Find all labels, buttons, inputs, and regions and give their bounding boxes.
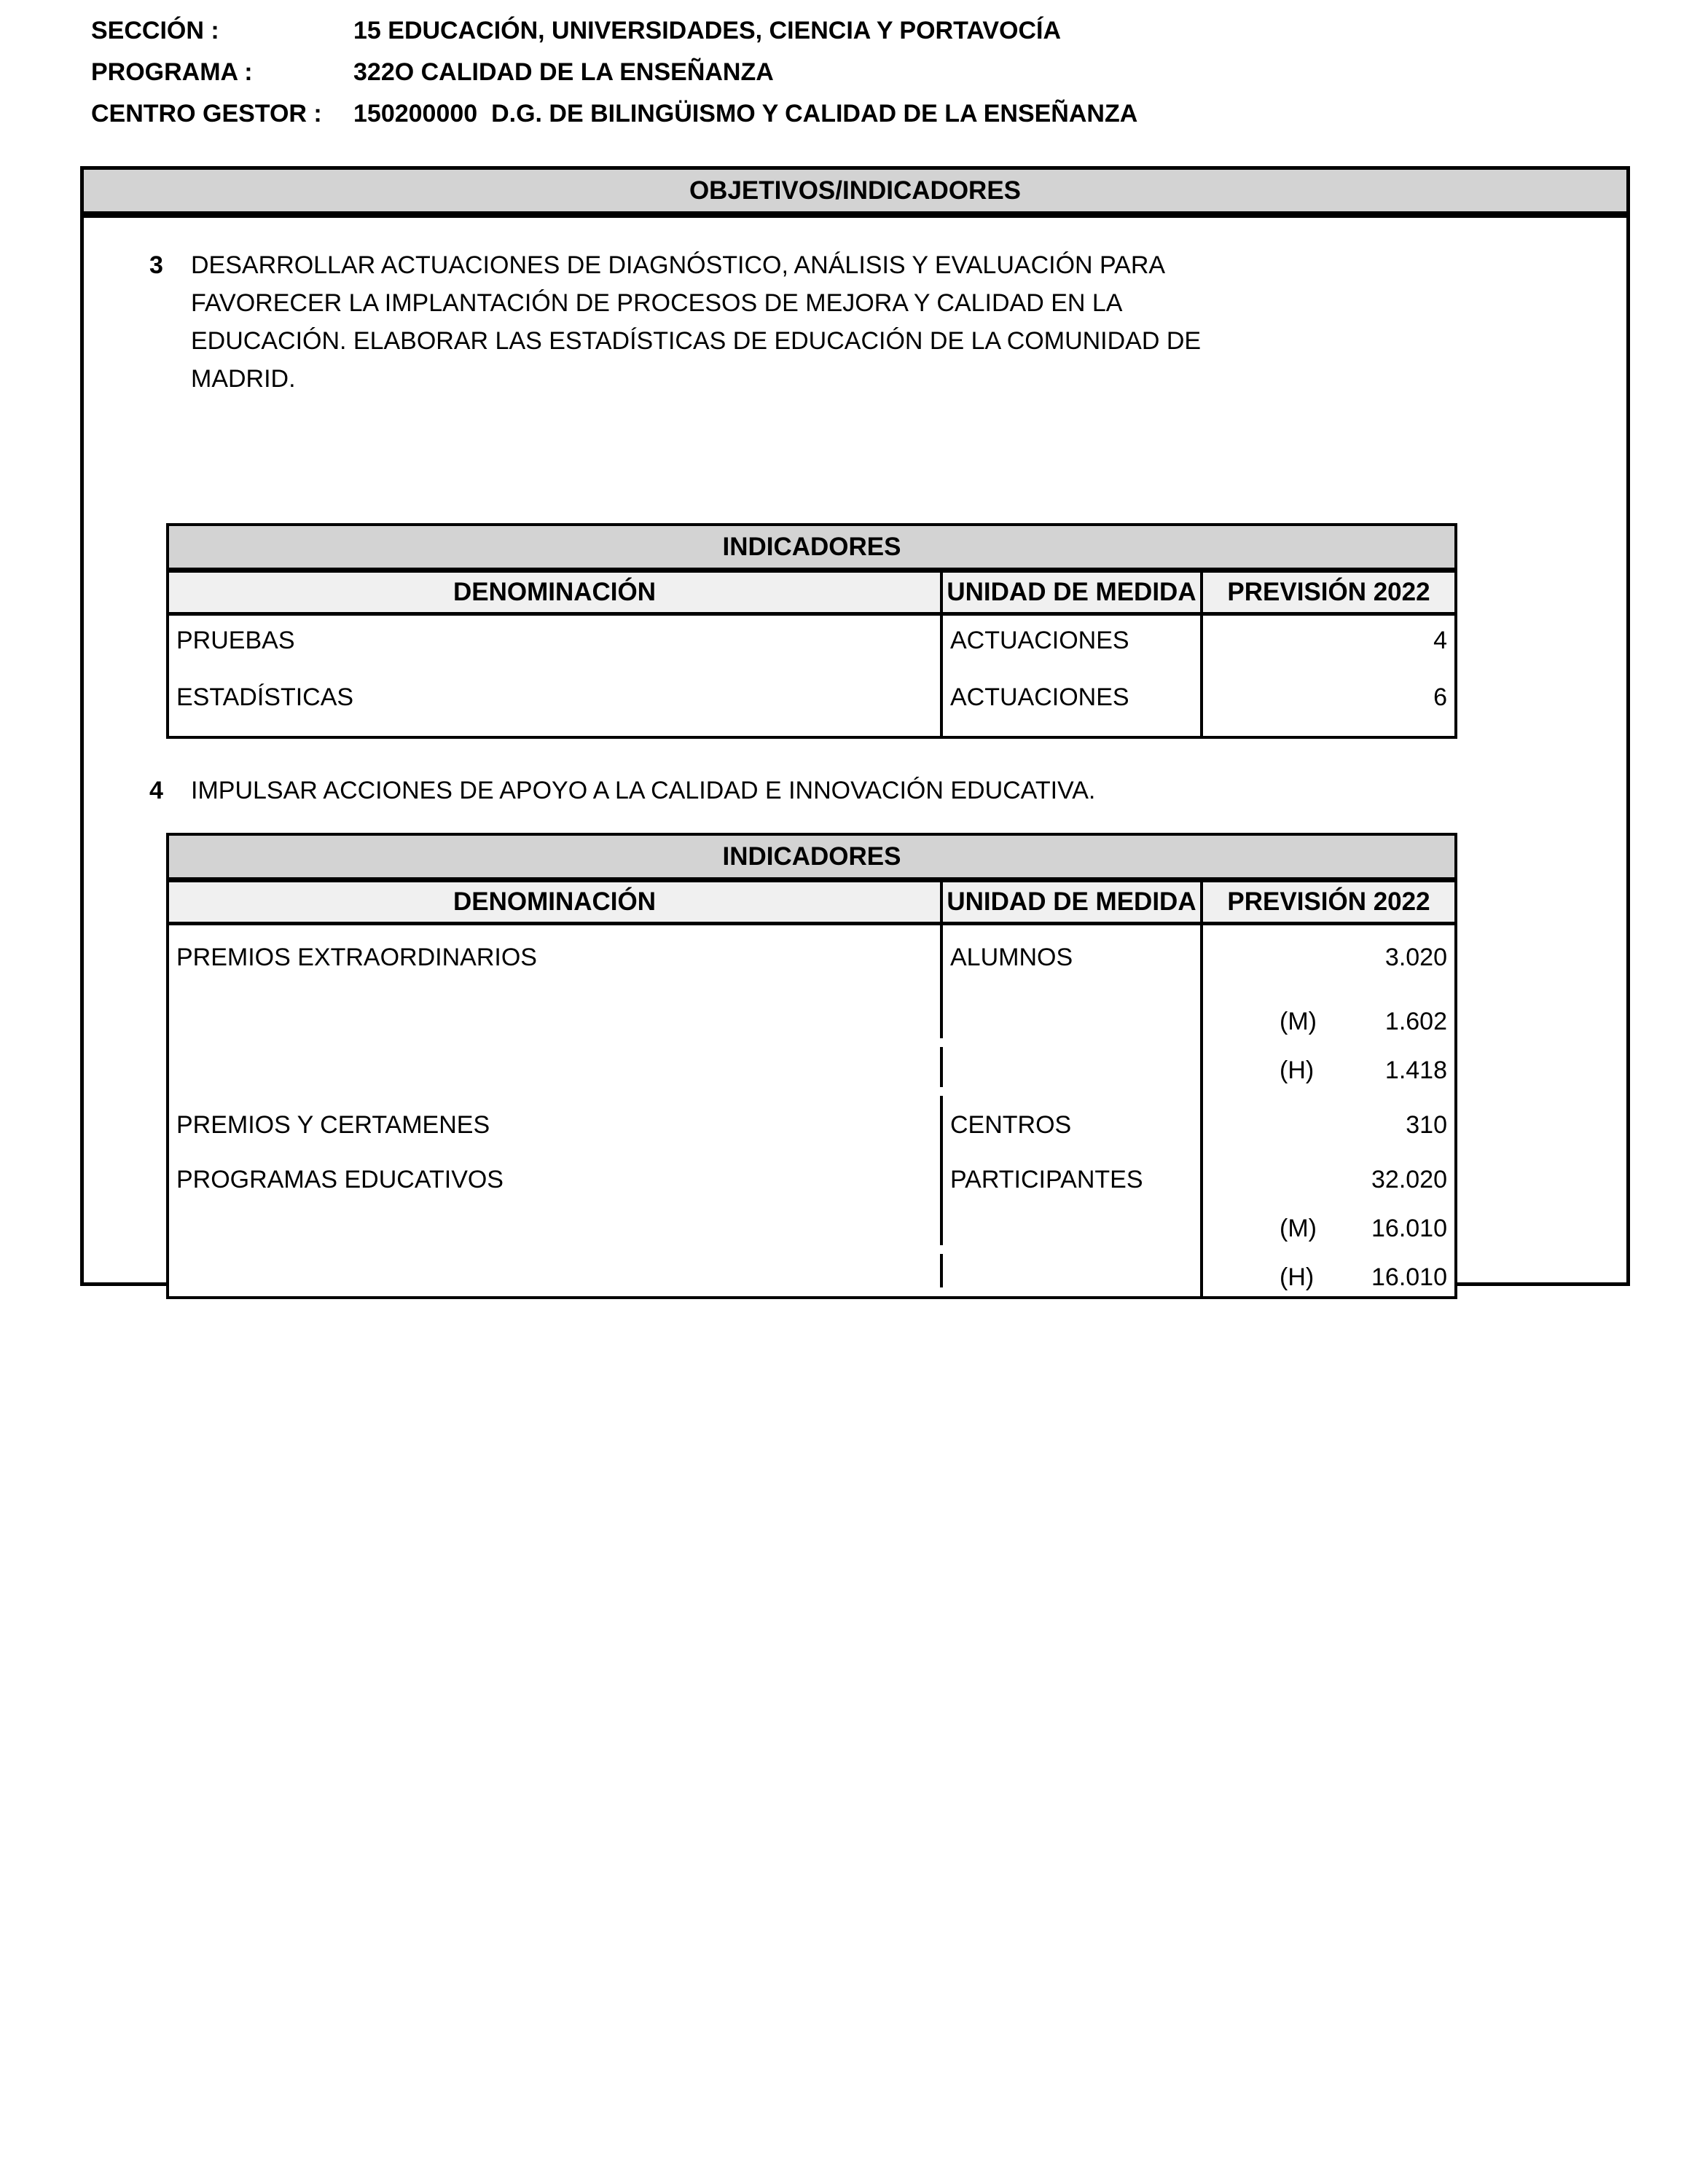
cell-denominacion: PRUEBAS — [176, 627, 295, 654]
table-subrow-spacer — [940, 1254, 1200, 1287]
cell-unidad-text: ALUMNOS — [950, 944, 1073, 971]
objective-4-text: IMPULSAR ACCIONES DE APOYO A LA CALIDAD E INNOVACIÓN EDUCATIVA. — [191, 777, 1096, 804]
table-2-col-denominacion: DENOMINACIÓN — [169, 882, 940, 922]
cell-unidad — [940, 925, 1200, 998]
table-subrow-spacer — [940, 1205, 1200, 1245]
breakdown-label: (M) — [1280, 1215, 1317, 1242]
cell-prevision-value: 32.020 — [1371, 1166, 1447, 1193]
programa-label: PROGRAMA : — [91, 58, 253, 86]
objective-3-text: DESARROLLAR ACTUACIONES DE DIAGNÓSTICO, ANÁLISIS Y EVALUACIÓN PARA FAVORECER LA IMPLANTACIÓN DE PROCESOS DE MEJORA Y CALIDAD EN LA EDUCACIÓN. ELABORAR LAS ESTADÍSTICAS DE EDUCACIÓN DE LA COMUNIDAD DE MADRID. — [191, 251, 1202, 393]
cell-prevision — [1200, 1096, 1454, 1150]
table-1-title: INDICADORES — [169, 526, 1454, 573]
table-row — [169, 616, 940, 668]
programa-value: 322O CALIDAD DE LA ENSEÑANZA — [353, 58, 774, 86]
table-2-col-unidad: UNIDAD DE MEDIDA — [940, 882, 1200, 922]
cell-prevision — [1200, 925, 1454, 998]
breakdown-row-h — [1203, 1263, 1454, 1292]
table-row — [169, 925, 940, 998]
table-2-title: INDICADORES — [169, 836, 1454, 882]
centro-gestor-label: CENTRO GESTOR : — [91, 100, 322, 128]
breakdown-row-m — [1203, 1007, 1454, 1036]
cell-prevision — [1200, 616, 1454, 668]
table-1-col-unidad: UNIDAD DE MEDIDA — [940, 573, 1200, 612]
cell-unidad-text: PARTICIPANTES — [950, 1166, 1143, 1193]
cell-unidad — [940, 1096, 1200, 1150]
breakdown-value: 1.602 — [1384, 1008, 1447, 1035]
objetivos-indicadores-box — [80, 166, 1630, 1291]
cell-unidad-text: ACTUACIONES — [950, 683, 1129, 711]
breakdown-value: 1.418 — [1384, 1056, 1447, 1084]
cell-unidad-text: ACTUACIONES — [950, 627, 1129, 654]
cell-prevision-value: 3.020 — [1384, 944, 1447, 971]
table-subrow-spacer — [169, 1047, 940, 1087]
cell-unidad-text: CENTROS — [950, 1111, 1072, 1139]
table-row — [169, 1096, 940, 1150]
table-1-header-row — [169, 573, 1454, 616]
cell-breakdown — [1200, 1254, 1454, 1296]
table-2-body — [169, 925, 1454, 1296]
box-content — [84, 218, 1626, 1291]
cell-denominacion: PREMIOS Y CERTAMENES — [176, 1111, 490, 1139]
table-2-header-row — [169, 882, 1454, 925]
breakdown-row-m — [1203, 1214, 1454, 1243]
table-2-col-prevision: PREVISIÓN 2022 — [1200, 882, 1454, 922]
cell-breakdown — [1200, 1047, 1454, 1096]
cell-denominacion: ESTADÍSTICAS — [176, 683, 354, 711]
cell-prevision-value: 6 — [1433, 683, 1447, 711]
document-header — [91, 10, 1137, 135]
indicators-table-2 — [166, 833, 1457, 1299]
breakdown-label: (M) — [1280, 1008, 1317, 1035]
table-subrow-spacer — [940, 998, 1200, 1038]
cell-unidad — [940, 668, 1200, 736]
indicators-table-1 — [166, 523, 1457, 739]
header-row-centro-gestor — [91, 93, 1137, 135]
cell-breakdown — [1200, 998, 1454, 1047]
breakdown-value: 16.010 — [1371, 1263, 1447, 1291]
breakdown-label: (H) — [1280, 1263, 1315, 1291]
seccion-label: SECCIÓN : — [91, 17, 219, 44]
table-row — [169, 1150, 940, 1205]
cell-unidad — [940, 1150, 1200, 1205]
table-subrow-spacer — [169, 1205, 940, 1245]
header-row-programa — [91, 52, 1137, 93]
cell-prevision-value: 310 — [1406, 1111, 1447, 1139]
table-row — [169, 668, 940, 736]
objective-3-number: 3 — [149, 251, 163, 279]
cell-denominacion: PREMIOS EXTRAORDINARIOS — [176, 944, 537, 971]
objective-4-number: 4 — [149, 777, 163, 804]
table-subrow-spacer — [169, 998, 940, 1038]
box-title: OBJETIVOS/INDICADORES — [689, 176, 1022, 205]
table-1-col-denominacion: DENOMINACIÓN — [169, 573, 940, 612]
table-1-col-prevision: PREVISIÓN 2022 — [1200, 573, 1454, 612]
table-subrow-spacer — [940, 1047, 1200, 1087]
cell-denominacion: PROGRAMAS EDUCATIVOS — [176, 1166, 504, 1193]
cell-breakdown — [1200, 1205, 1454, 1254]
cell-prevision-value: 4 — [1433, 627, 1447, 654]
table-subrow-spacer — [169, 1254, 940, 1287]
seccion-value: 15 EDUCACIÓN, UNIVERSIDADES, CIENCIA Y PORTAVOCÍA — [353, 17, 1062, 44]
cell-prevision — [1200, 668, 1454, 736]
centro-gestor-value: 150200000 D.G. DE BILINGÜISMO Y CALIDAD DE LA ENSEÑANZA — [353, 100, 1138, 128]
box-title-bar — [84, 170, 1626, 218]
objective-4 — [149, 772, 1233, 809]
header-row-seccion — [91, 10, 1137, 52]
table-1-body — [169, 616, 1454, 736]
objective-3 — [149, 246, 1233, 398]
cell-prevision — [1200, 1150, 1454, 1205]
breakdown-row-h — [1203, 1056, 1454, 1085]
breakdown-value: 16.010 — [1371, 1215, 1447, 1242]
breakdown-label: (H) — [1280, 1056, 1315, 1084]
cell-unidad — [940, 616, 1200, 668]
